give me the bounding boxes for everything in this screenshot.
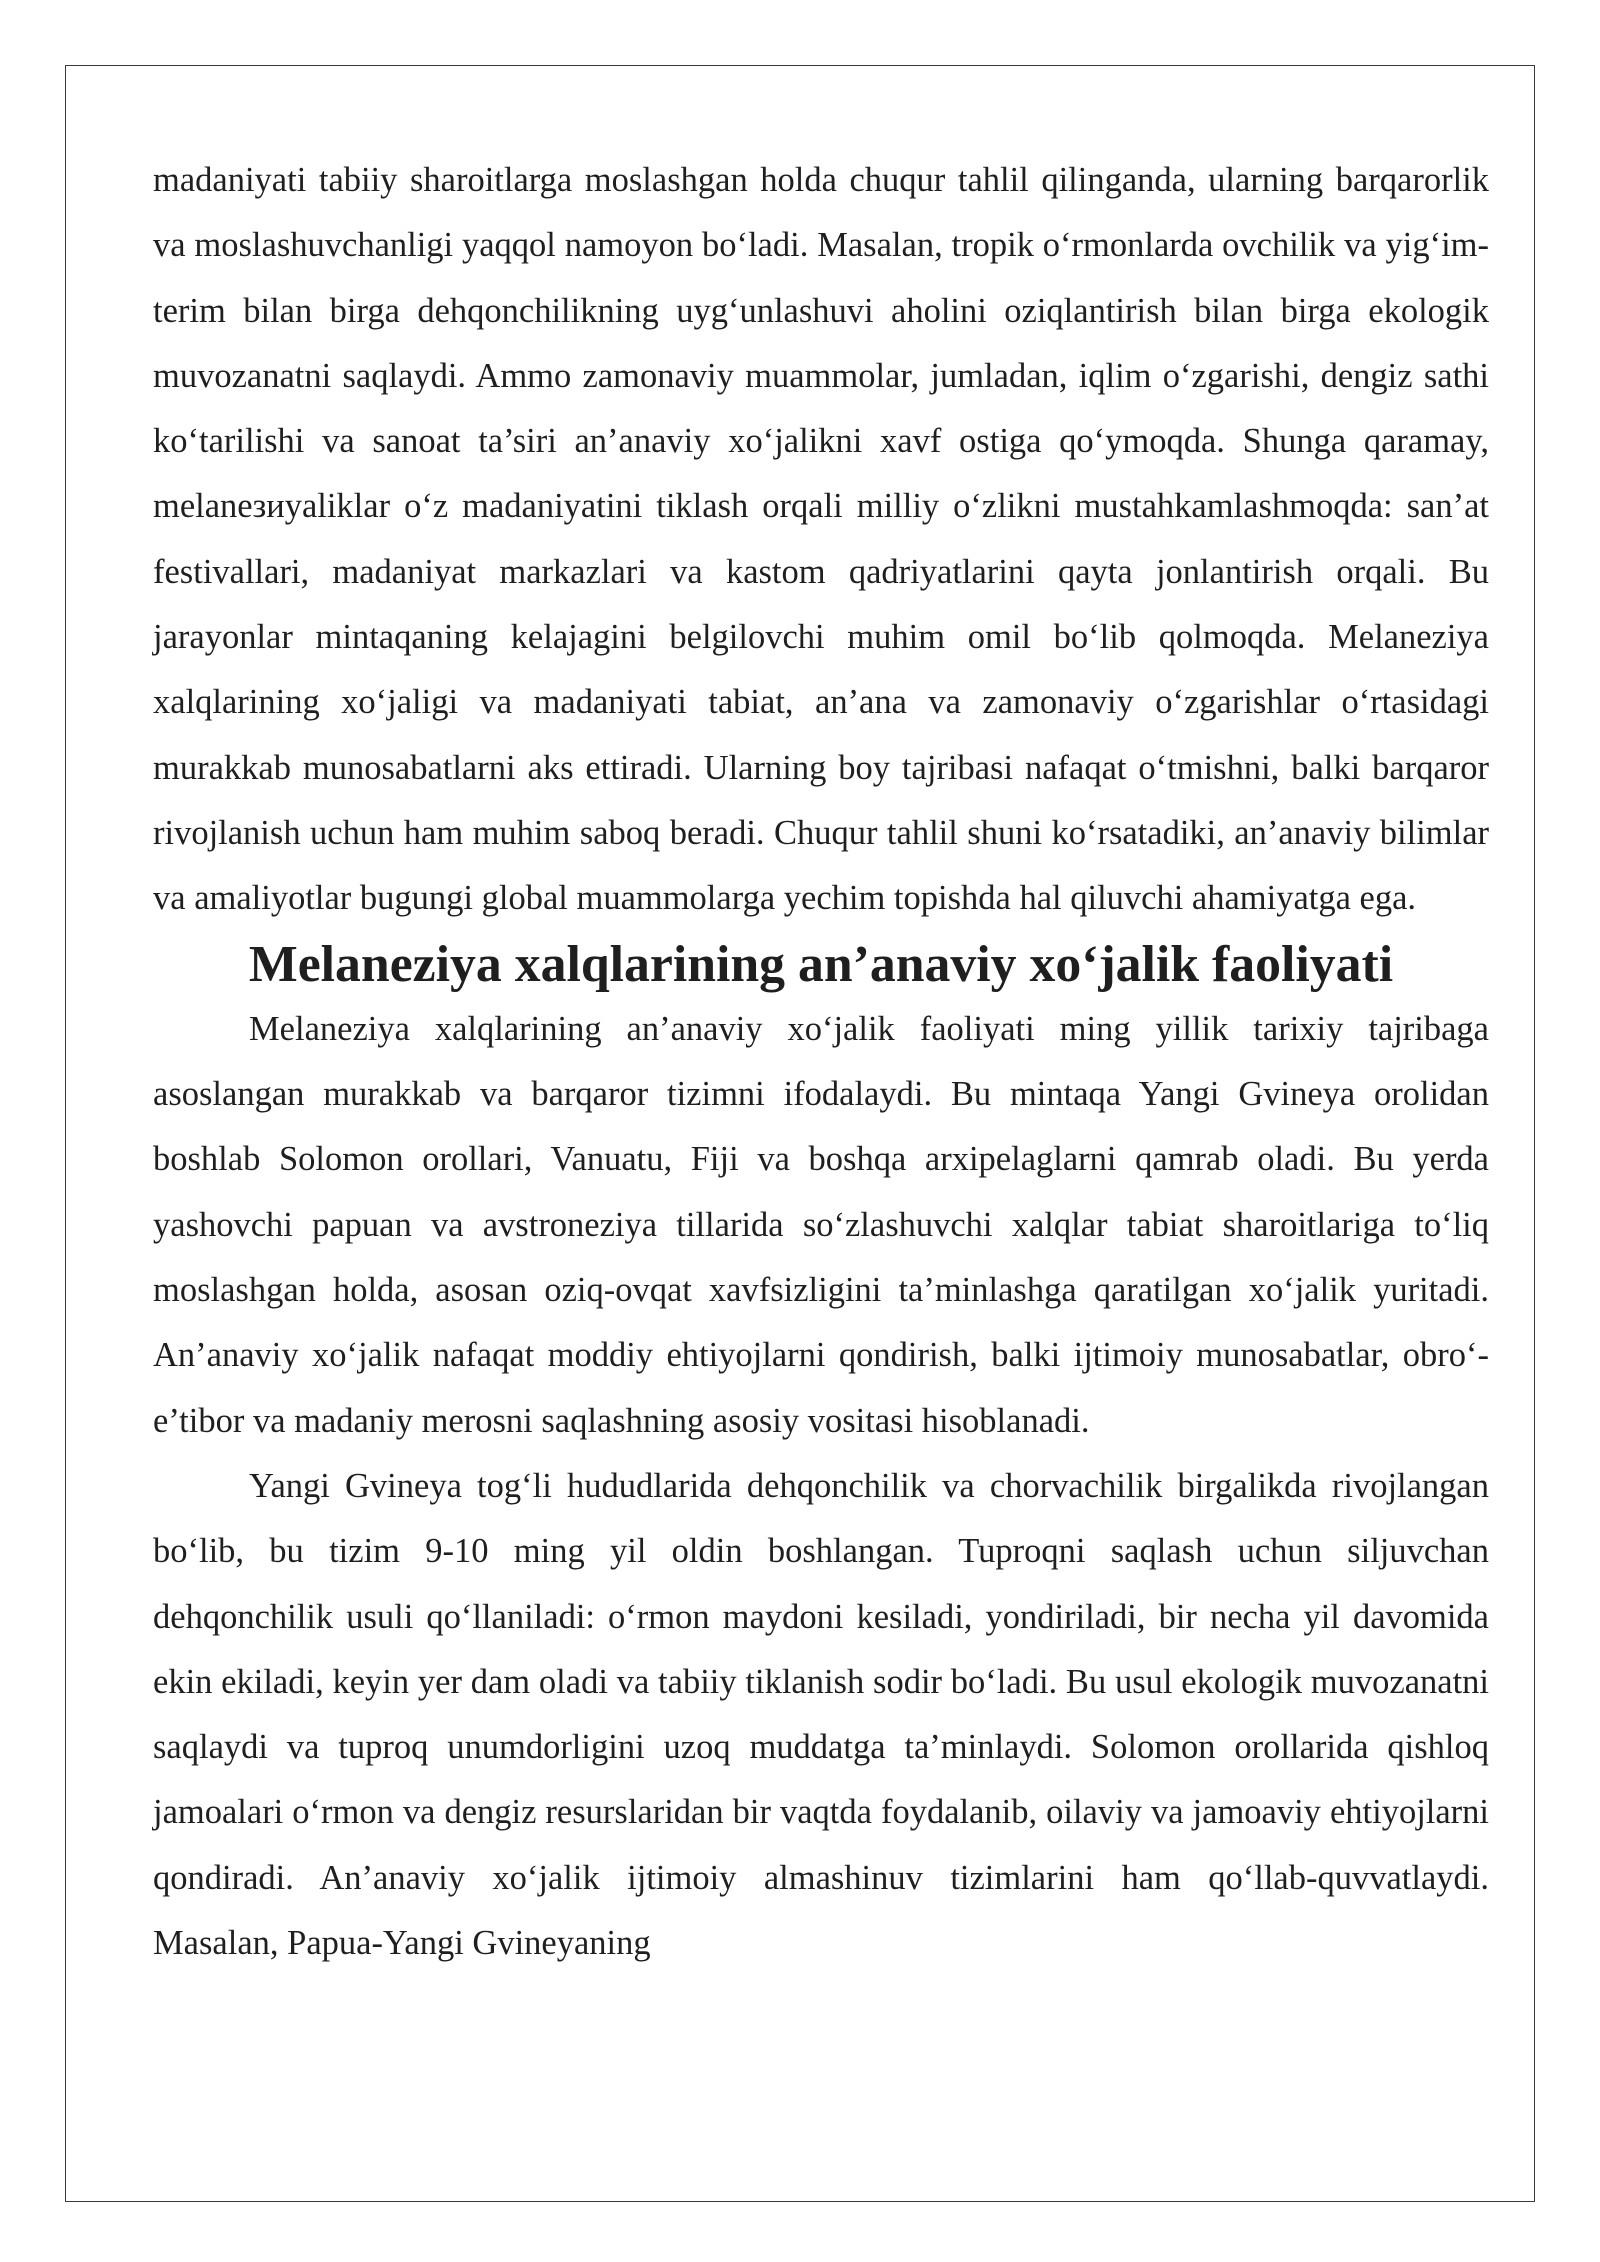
body-paragraph-new-guinea: Yangi Gvineya tog‘li hududlarida dehqonchilik va chorvachilik birgalikda rivojlangan bo‘lib, bu tizim 9-10 ming yil oldin boshlangan. Tuproqni saqlash uchun siljuvchan dehqonchilik usuli qo‘llaniladi: o‘rmon maydoni kesiladi, yondiriladi, bir necha yil davomida ekin ekiladi, keyin yer dam oladi va tabiiy tiklanish sodir bo‘ladi. Bu usul ekologik muvozanatni saqlaydi va tuproq unumdorligini uzoq muddatga ta’minlaydi. Solomon orollarida qishloq jamoalari o‘rmon va dengiz resurslaridan bir vaqtda foydalanib, oilaviy va jamoaviy ehtiyojlarni qondiradi. An’anaviy xo‘jalik ijtimoiy almashinuv tizimlarini ham qo‘llab-quvvatlaydi. Masalan, Papua-Yangi Gvineyaning — [153, 1466, 1489, 1963]
body-paragraph-intro: Melaneziya xalqlarining an’anaviy xo‘jalik faoliyati ming yillik tarixiy tajribaga asoslangan murakkab va barqaror tizimni ifodalaydi. Bu mintaqa Yangi Gvineya orolidan boshlab Solomon orollari, Vanuatu, Fiji va boshqa arxipelaglarni qamrab oladi. Bu yerda yashovchi papuan va avstroneziya tillarida so‘zlashuvchi xalqlar tabiat sharoitlariga to‘liq moslashgan holda, asosan oziq-ovqat xavfsizligini ta’minlashga qaratilgan xo‘jalik yuritadi. An’anaviy xo‘jalik nafaqat moddiy ehtiyojlarni qondirish, balki ijtimoiy munosabatlar, obro‘-e’tibor va madaniy merosni saqlashning asosiy vositasi hisoblanadi. — [153, 1009, 1489, 1440]
body-paragraph-continuation: madaniyati tabiiy sharoitlarga moslashgan holda chuqur tahlil qilinganda, ularning barqarorlik va moslashuvchanligi yaqqol namoyon bo‘ladi. Masalan, tropik o‘rmonlarda ovchilik va yig‘im-terim bilan birga dehqonchilikning uyg‘unlashuvi aholini oziqlantirish bilan birga ekologik muvozanatni saqlaydi. Ammo zamonaviy muammolar, jumladan, iqlim o‘zgarishi, dengiz sathi ko‘tarilishi va sanoat ta’siri an’anaviy xo‘jalikni xavf ostiga qo‘ymoqda. Shunga qaramay, melaneзиyaliklar o‘z madaniyatini tiklash orqali milliy o‘zlikni mustahkamlashmoqda: san’at festivallari, madaniyat markazlari va kastom qadriyatlarini qayta jonlantirish orqali. Bu jarayonlar mintaqaning kelajagini belgilovchi muhim omil bo‘lib qolmoqda. Melaneziya xalqlarining xo‘jaligi va madaniyati tabiat, an’ana va zamonaviy o‘zgarishlar o‘rtasidagi murakkab munosabatlarni aks ettiradi. Ularning boy tajribasi nafaqat o‘tmishni, balki barqaror rivojlanish uchun ham muhim saboq beradi. Chuqur tahlil shuni ko‘rsatadiki, an’anaviy bilimlar va amaliyotlar bugungi global muammolarga yechim topishda hal qiluvchi ahamiyatga ega. — [153, 161, 1489, 918]
section-heading: Melaneziya xalqlarining an’anaviy xo‘jalik faoliyati — [248, 935, 1394, 993]
document-body — [153, 148, 1489, 1976]
